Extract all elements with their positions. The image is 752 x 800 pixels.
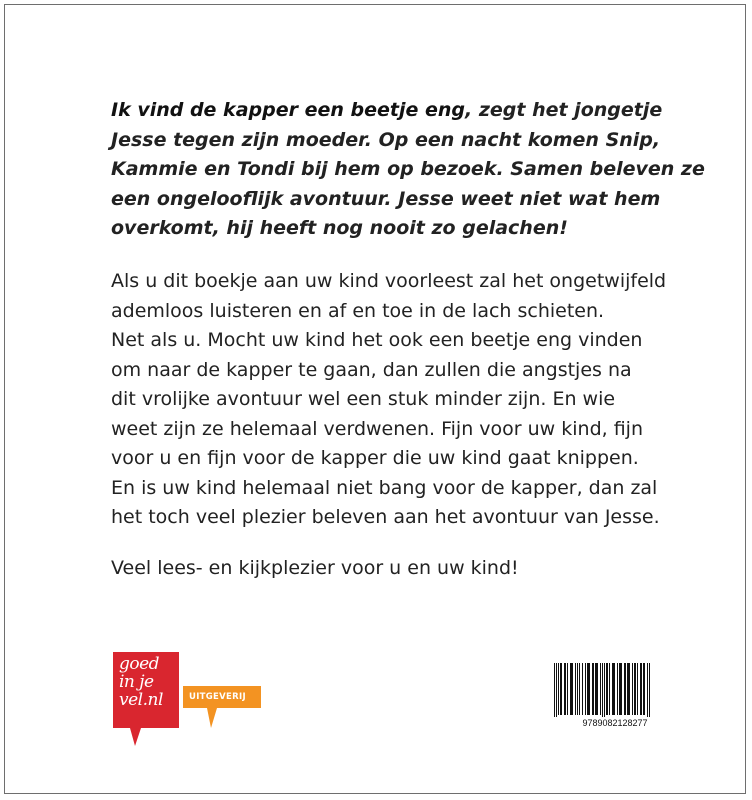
description-line: het toch veel plezier beleven aan het avontuur van Jesse. [111,506,660,528]
isbn-number: 9789082128277 [582,718,648,728]
barcode-bars-icon [552,663,678,717]
description-line: ademloos luisteren en af en toe in de lach schieten. [111,299,605,322]
description-line: weet zijn ze helemaal verdwenen. Fijn voor uw kind, fijn [111,417,643,440]
description-line: voor u en fijn voor de kapper die uw kind gaat knippen. [111,447,639,469]
blurb-lead-quote: Ik vind de kapper een beetje eng [111,99,465,121]
blurb-line-rest: , zegt het jongetje [465,99,663,121]
publisher-logo [113,652,273,752]
isbn-barcode [552,663,678,733]
description-line: Net als u. Mocht uw kind het ook een beetje eng vinden [111,329,643,351]
blurb-line [111,96,671,126]
blurb-line: Kammie en Tondi bij hem op bezoek. Samen beleven ze [111,158,705,180]
description-paragraph [111,267,711,533]
logo-word-goed: goed [119,654,160,674]
blurb-line: Jesse tegen zijn moeder. Op een nacht komen Snip, [111,128,661,151]
description-line: dit vrolijke avontuur wel een stuk minder zijn. En wie [111,388,616,410]
description-line: om naar de kapper te gaan, dan zullen die angstjes na [111,358,632,381]
blurb-line: overkomt, hij heeft nog nooit zo gelachen! [111,217,568,239]
description-line: En is uw kind helemaal niet bang voor de kapper, dan zal [111,476,658,499]
blurb-paragraph [111,96,705,244]
book-back-cover [4,4,746,794]
logo-word-in-je: in je [119,672,154,692]
closing-line: Veel lees- en kijkplezier voor u en uw kind! [111,557,519,579]
blurb-line: een ongelooflijk avontuur. Jesse weet niet wat hem [111,187,661,210]
logo-word-vel-nl: vel.nl [119,690,163,710]
logo-badge-uitgeverij: UITGEVERIJ [189,692,246,702]
description-line: Als u dit boekje aan uw kind voorleest zal het ongetwijfeld [111,270,667,292]
